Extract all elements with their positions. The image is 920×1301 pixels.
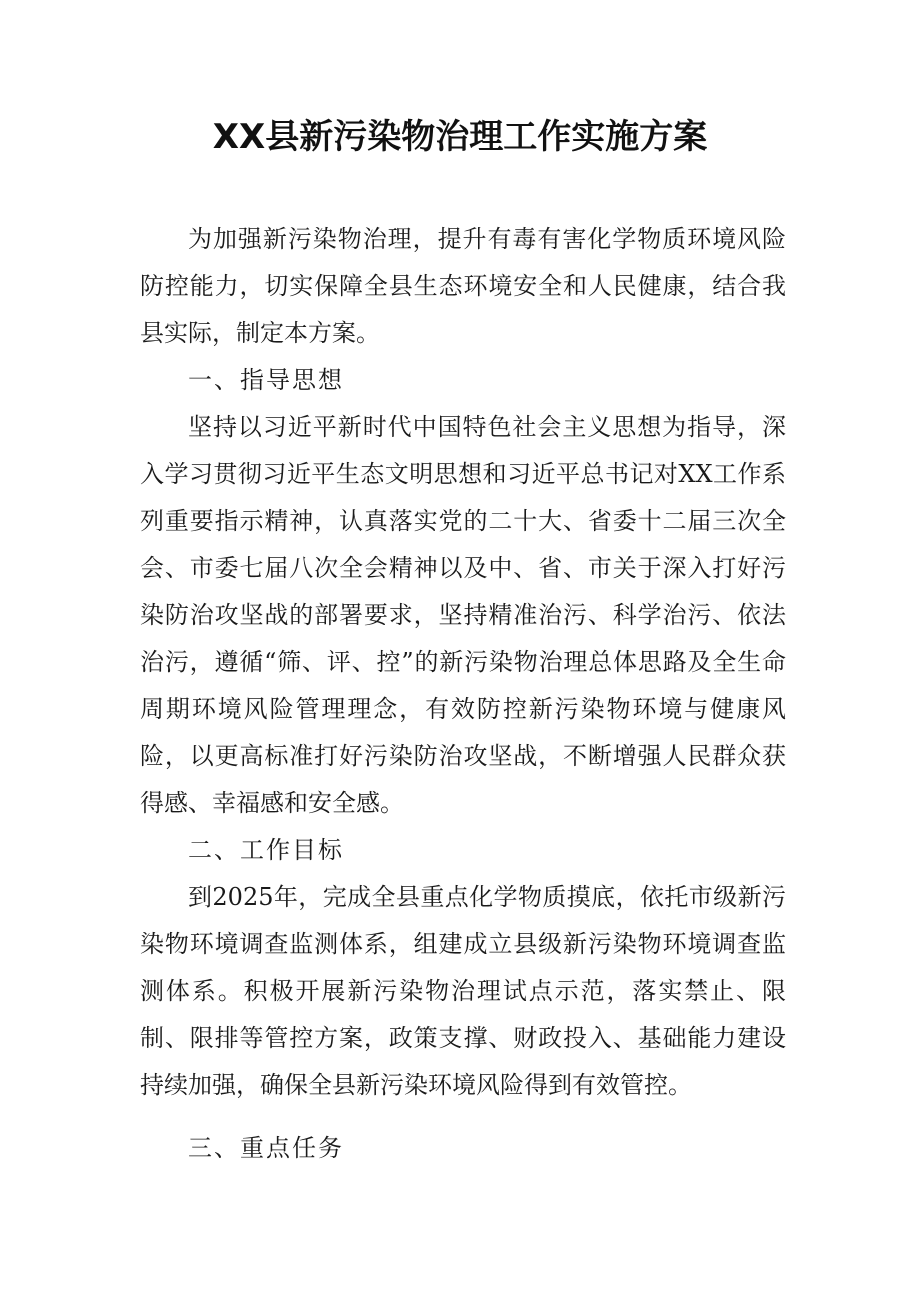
document-body <box>140 216 786 1172</box>
intro-paragraph: 为加强新污染物治理，提升有毒有害化学物质环境风险防控能力，切实保障全县生态环境安全和人民健康，结合我县实际，制定本方案。 <box>140 225 786 347</box>
section-heading-guiding-ideology: 一、指导思想 <box>188 366 344 394</box>
document-title: XX县新污染物治理工作实施方案 <box>212 117 708 157</box>
section-heading-key-tasks: 三、重点任务 <box>188 1134 344 1162</box>
section-paragraph-work-goals: 到2025年，完成全县重点化学物质摸底，依托市级新污染物环境调查监测体系，组建成立县级新污染物环境调查监测体系。积极开展新污染物治理试点示范，落实禁止、限制、限排等管控方案，政策支撑、财政投入、基础能力建设持续加强，确保全县新污染环境风险得到有效管控。 <box>140 883 786 1099</box>
section-heading-work-goals: 二、工作目标 <box>188 836 344 864</box>
section-paragraph-guiding-ideology: 坚持以习近平新时代中国特色社会主义思想为指导，深入学习贯彻习近平生态文明思想和习近平总书记对XX工作系列重要指示精神，认真落实党的二十大、省委十二届三次全会、市委七届八次全会精神以及中、省、市关于深入打好污染防治攻坚战的部署要求，坚持精准治污、科学治污、依法治污，遵循“筛、评、控”的新污染物治理总体思路及全生命周期环境风险管理理念，有效防控新污染物环境与健康风险，以更高标准打好污染防治攻坚战，不断增强人民群众获得感、幸福感和安全感。 <box>140 413 786 817</box>
